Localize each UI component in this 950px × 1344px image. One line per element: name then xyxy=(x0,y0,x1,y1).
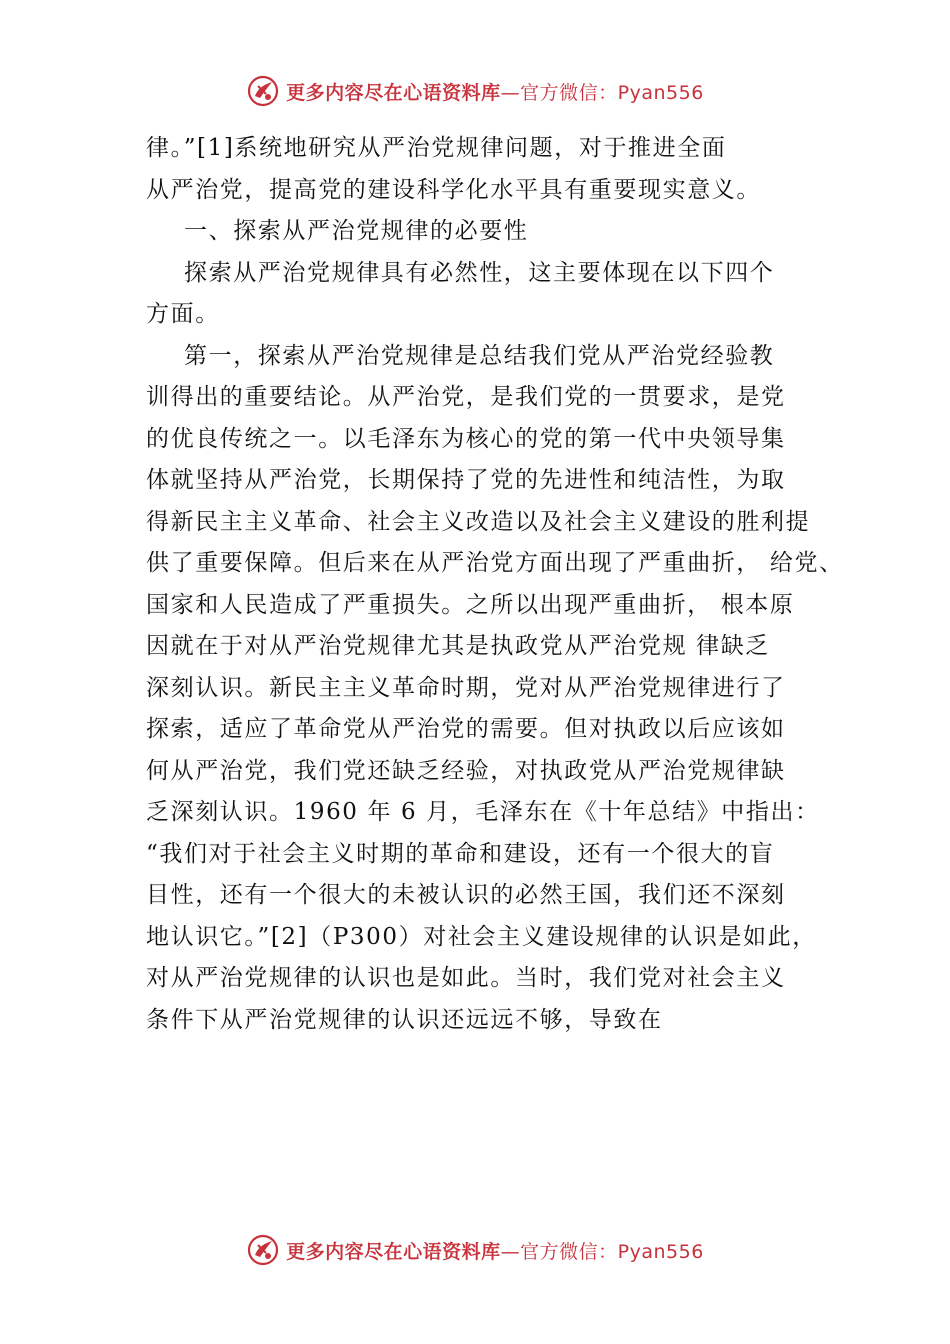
text-line: 方面。 xyxy=(146,301,220,327)
text-line: 体就坚持从严治党，长期保持了党的先进性和纯洁性，为取 xyxy=(146,467,786,493)
text-line: 训得出的重要结论。从严治党，是我们党的一贯要求，是党 xyxy=(146,384,786,410)
text-line: 探索从严治党规律具有必然性，这主要体现在以下四个 xyxy=(184,259,775,286)
text-line: 乏深刻认识。1960 年 6 月，毛泽东在《十年总结》中指出： xyxy=(146,799,820,825)
text-line: 深刻认识。新民主主义革命时期，党对从严治党规律进行了 xyxy=(146,674,786,701)
section-heading: 一、探索从严治党规律的必要性 xyxy=(184,218,529,244)
footer-watermark xyxy=(0,1233,950,1267)
watermark-text xyxy=(286,1237,704,1264)
header-watermark xyxy=(0,74,950,108)
logo-icon xyxy=(246,74,280,108)
text-line: 对从严治党规律的认识也是如此。当时，我们党对社会主义 xyxy=(146,965,786,991)
text-line: 何从严治党，我们党还缺乏经验，对执政党从严治党规律缺 xyxy=(146,757,786,784)
watermark-separator: — xyxy=(500,1240,521,1263)
watermark-wechat: 官方微信：Pyan556 xyxy=(520,81,704,104)
text-line: 探索，适应了革命党从严治党的需要。但对执政以后应该如 xyxy=(146,716,786,742)
watermark-main: 更多内容尽在心语资料库 xyxy=(286,81,501,104)
text-line: 供了重要保障。但后来在从严治党方面出现了严重曲折， 给党、 xyxy=(146,550,844,576)
text-line: 地认识它。”[2]（P300）对社会主义建设规律的认识是如此， xyxy=(146,923,817,950)
text-line: 第一，探索从严治党规律是总结我们党从严治党经验教 xyxy=(184,342,775,369)
watermark-wechat: 官方微信：Pyan556 xyxy=(520,1240,704,1263)
text-line: 国家和人民造成了严重损失。之所以出现严重曲折， 根本原 xyxy=(146,591,795,618)
text-line: 律。”[1]系统地研究从严治党规律问题，对于推进全面 xyxy=(146,135,727,161)
text-line: “我们对于社会主义时期的革命和建设，还有一个很大的盲 xyxy=(146,840,775,867)
watermark-main: 更多内容尽在心语资料库 xyxy=(286,1240,501,1263)
text-line: 因就在于对从严治党规律尤其是执政党从严治党规 律缺乏 xyxy=(146,633,770,659)
text-line: 从严治党，提高党的建设科学化水平具有重要现实意义。 xyxy=(146,176,761,203)
watermark-separator: — xyxy=(500,81,521,104)
document-body xyxy=(146,128,844,1041)
text-line: 条件下从严治党规律的认识还远远不够，导致在 xyxy=(146,1006,663,1033)
text-line: 的优良传统之一。以毛泽东为核心的党的第一代中央领导集 xyxy=(146,425,786,452)
text-line: 得新民主主义革命、社会主义改造以及社会主义建设的胜利提 xyxy=(146,508,811,535)
text-line: 目性，还有一个很大的未被认识的必然王国，我们还不深刻 xyxy=(146,882,786,908)
logo-icon xyxy=(246,1233,280,1267)
watermark-text xyxy=(286,78,704,105)
